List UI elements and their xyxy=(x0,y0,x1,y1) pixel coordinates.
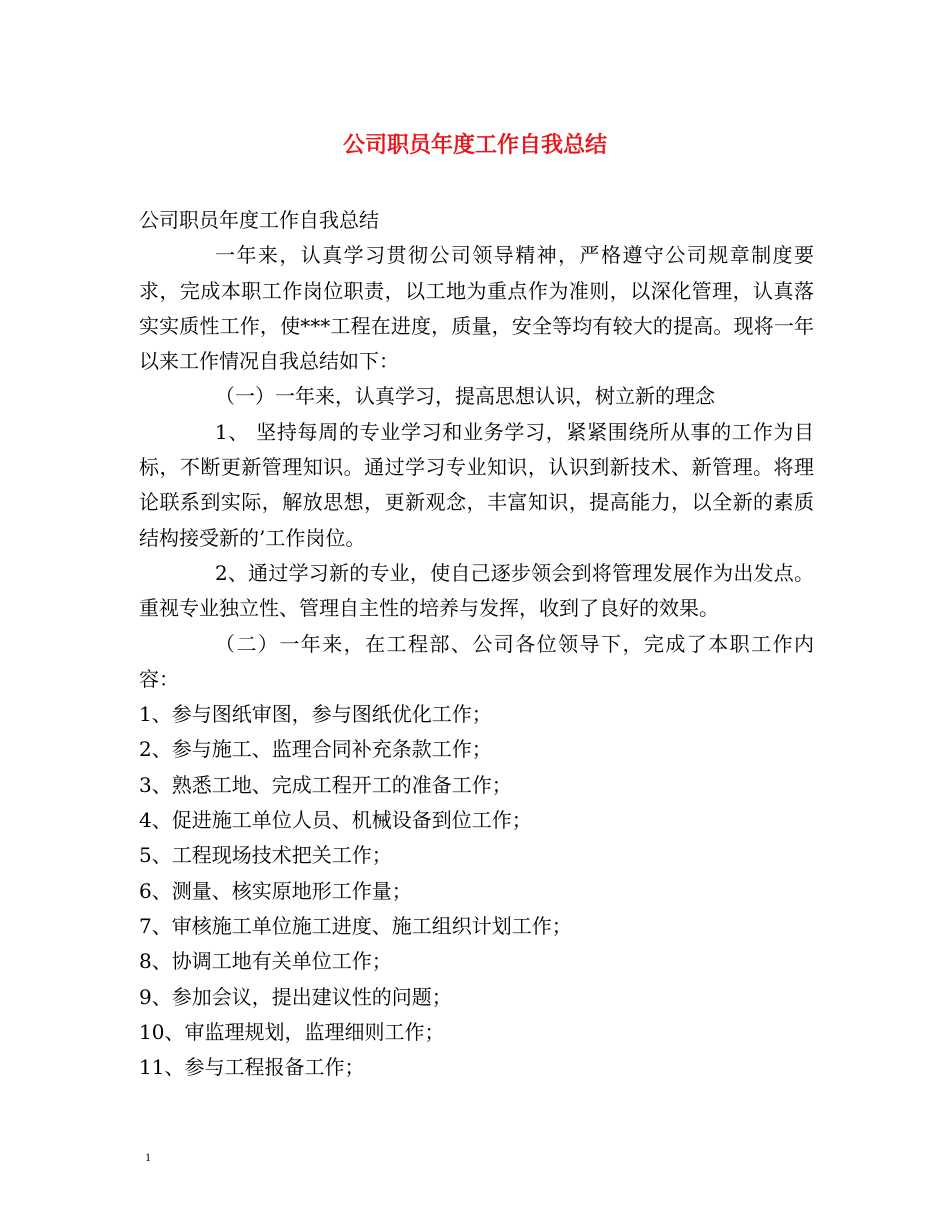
list-item: 8、协调工地有关单位工作； xyxy=(139,949,392,974)
page-number: 1 xyxy=(145,1150,151,1164)
intro-paragraph: 一年来，认真学习贯彻公司领导精神，严格遵守公司规章制度要求，完成本职工作岗位职责，以工地为重点作为准则，以深化管理，认真落实实质性工作，使***工程在进度，质量，安全等均有较大的提高。现将一年以来工作情况自我总结如下： xyxy=(139,243,814,374)
list-item: 7、审核施工单位施工进度、施工组织计划工作； xyxy=(139,913,572,938)
list-item: 6、测量、核实原地形工作量； xyxy=(139,878,412,903)
section1-item-1: 1、 坚持每周的专业学习和业务学习，紧紧围绕所从事的工作为目标，不断更新管理知识。通过学习专业知识，认识到新技术、新管理。将理论联系到实际，解放思想，更新观念，丰富知识，提高能力，以全新的素质结构接受新的’工作岗位。 xyxy=(139,419,814,550)
section1-item-2: 2、通过学习新的专业，使自己逐步领会到将管理发展作为出发点。重视专业独立性、管理自主性的培养与发挥，收到了良好的效果。 xyxy=(139,560,814,621)
list-item: 11、参与工程报备工作； xyxy=(139,1055,365,1080)
document-body xyxy=(139,203,814,1085)
list-item: 2、参与施工、监理合同补充条款工作； xyxy=(139,737,492,762)
list-item: 9、参加会议，提出建议性的问题； xyxy=(139,984,452,1009)
document-title: 公司职员年度工作自我总结 xyxy=(342,133,607,158)
list-item: 3、熟悉工地、完成工程开工的准备工作； xyxy=(139,772,512,797)
section1-heading: （一）一年来，认真学习，提高思想认识，树立新的理念 xyxy=(215,384,715,409)
list-item: 1、参与图纸审图，参与图纸优化工作； xyxy=(139,702,492,727)
list-item: 10、审监理规划，监理细则工作； xyxy=(139,1019,445,1044)
section2-heading: （二）一年来，在工程部、公司各位领导下，完成了本职工作内容： xyxy=(139,631,814,691)
list-item: 5、工程现场技术把关工作； xyxy=(139,843,392,868)
list-item: 4、促进施工单位人员、机械设备到位工作； xyxy=(139,808,532,833)
subtitle-paragraph: 公司职员年度工作自我总结 xyxy=(139,208,379,232)
